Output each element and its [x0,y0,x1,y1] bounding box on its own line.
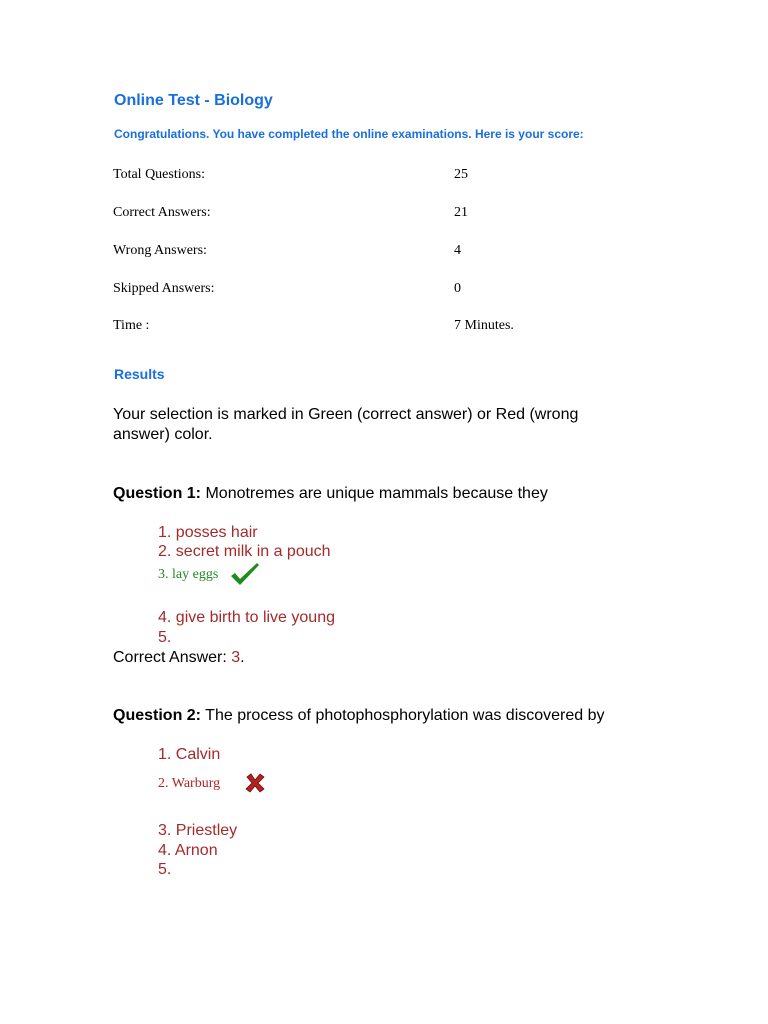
answer-option: 1. posses hair [158,524,258,541]
correct-answer-suffix: . [240,649,245,666]
correct-answer-value: 3 [231,649,241,666]
score-row-wrong [113,242,633,260]
answer-option: 4. Arnon [158,842,218,859]
score-row-total [113,166,633,184]
score-value: 21 [454,205,468,220]
answer-option-selected: 2. Warburg [158,776,221,791]
question-text [113,484,548,504]
answer-option: 5. [158,629,172,646]
question-body: The process of photophosphorylation was discovered by [201,707,605,724]
results-heading: Results [114,366,165,382]
answer-option: 1. Calvin [158,746,221,763]
check-mark-icon [229,561,261,592]
answer-option: 2. secret milk in a pouch [158,543,331,560]
answer-option: 4. give birth to live young [158,609,335,626]
score-label: Skipped Answers: [113,281,215,296]
question-number: Question 1: [113,485,202,502]
score-row-time [113,317,633,335]
score-label: Wrong Answers: [113,243,207,258]
page-title: Online Test - Biology [114,92,273,109]
score-label: Time : [113,318,150,333]
question-text [113,706,605,726]
page-subtitle: Congratulations. You have completed the online examinations. Here is your score: [114,127,584,141]
score-row-skipped [113,280,633,298]
score-value: 25 [454,167,468,182]
score-label: Correct Answers: [113,205,211,220]
cross-mark-icon [243,771,267,800]
answer-option: 5. [158,861,172,878]
answer-option: 3. Priestley [158,822,238,839]
question-body: Monotremes are unique mammals because they [201,485,548,502]
score-value: 4 [454,243,461,258]
answer-option-selected: 3. lay eggs [158,567,219,582]
score-value: 0 [454,281,461,296]
results-intro: Your selection is marked in Green (correct answer) or Red (wrong answer) color. [113,406,579,443]
correct-answer-label: Correct Answer: [113,649,232,666]
score-row-correct [113,204,633,222]
score-label: Total Questions: [113,167,205,182]
question-number: Question 2: [113,707,202,724]
score-value: 7 Minutes. [454,318,514,333]
correct-answer-line [113,648,245,668]
